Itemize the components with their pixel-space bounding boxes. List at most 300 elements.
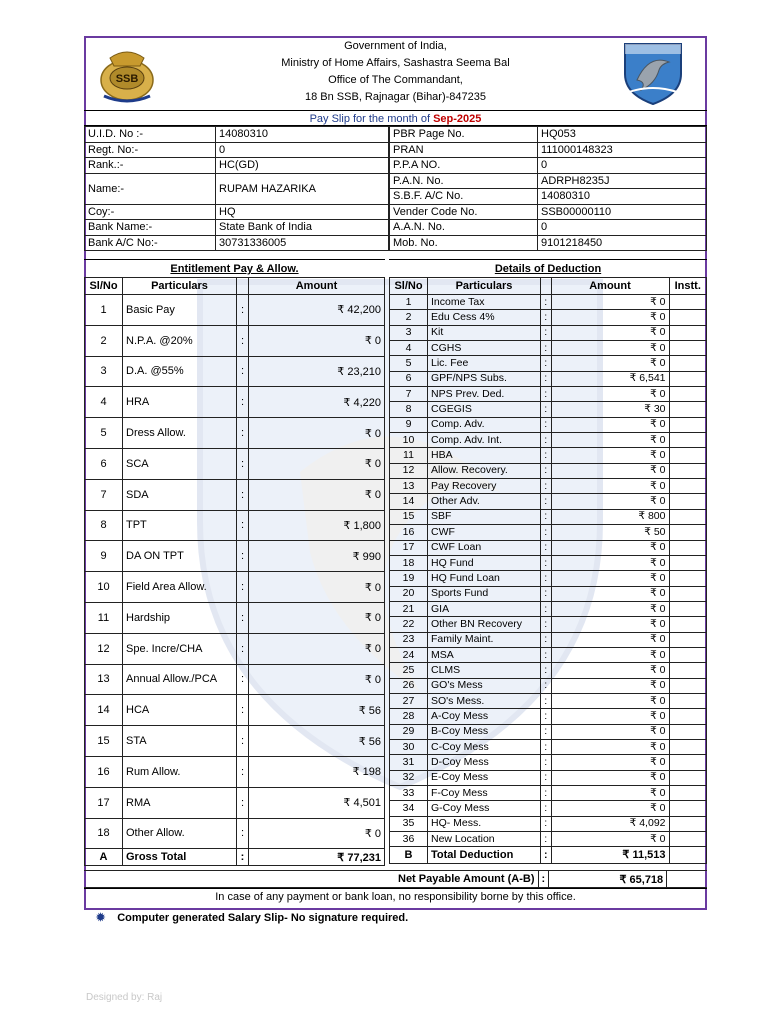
earning-amount: ₹ 0 [249, 572, 385, 603]
deduction-total-row [390, 847, 707, 864]
earning-total-colon: : [237, 849, 249, 866]
deduction-sl: 13 [390, 479, 428, 494]
earning-amount: ₹ 56 [249, 695, 385, 726]
earning-colon: : [237, 695, 249, 726]
deduction-instt [669, 678, 707, 693]
deduction-instt [669, 632, 707, 647]
deduction-sl: 11 [390, 448, 428, 463]
deduction-row [390, 525, 707, 540]
info-value: HQ [216, 204, 389, 220]
deduction-particular: HQ Fund Loan [428, 571, 541, 586]
deduction-amount: ₹ 0 [551, 678, 669, 693]
earning-colon: : [237, 510, 249, 541]
deduction-amount: ₹ 0 [551, 310, 669, 325]
earning-row [85, 695, 385, 726]
deduction-row [390, 325, 707, 340]
earning-sl: 17 [85, 787, 123, 818]
deduction-instt [669, 601, 707, 616]
deduction-amount: ₹ 0 [551, 479, 669, 494]
earning-sl: 8 [85, 510, 123, 541]
deduction-amount: ₹ 0 [551, 724, 669, 739]
deduction-amount: ₹ 0 [551, 494, 669, 509]
deduction-particular: Income Tax [428, 295, 541, 310]
net-payable-row [84, 870, 707, 888]
earning-particular: Field Area Allow. [123, 572, 237, 603]
earning-colon: : [237, 325, 249, 356]
deduction-instt [669, 463, 707, 478]
header [84, 36, 707, 110]
earning-sl: 11 [85, 602, 123, 633]
deduction-particular: MSA [428, 647, 541, 662]
earning-particular: HCA [123, 695, 237, 726]
deduction-sl: 5 [390, 356, 428, 371]
earning-colon: : [237, 418, 249, 449]
deduction-instt [669, 571, 707, 586]
deduction-row [390, 540, 707, 555]
deduction-instt [669, 801, 707, 816]
info-label: P.P.A NO. [390, 158, 538, 174]
deduction-amount: ₹ 0 [551, 387, 669, 402]
deduction-instt [669, 555, 707, 570]
deduction-amount: ₹ 0 [551, 341, 669, 356]
deduction-amount: ₹ 0 [551, 571, 669, 586]
earning-row [85, 818, 385, 849]
deduction-row [390, 494, 707, 509]
colon-header-cell [541, 278, 552, 295]
responsibility-note: In case of any payment or bank loan, no responsibility borne by this office. [84, 888, 707, 904]
deduction-amount: ₹ 0 [551, 739, 669, 754]
deduction-particular: CLMS [428, 663, 541, 678]
deduction-sl: 21 [390, 601, 428, 616]
deduction-colon: : [541, 509, 552, 524]
info-value: 9101218450 [538, 235, 707, 251]
deduction-row [390, 601, 707, 616]
colon-header-cell [237, 278, 249, 295]
deduction-colon: : [541, 325, 552, 340]
earning-sl: 10 [85, 572, 123, 603]
earning-particular: SDA [123, 479, 237, 510]
net-payable-instt [667, 871, 707, 888]
earning-colon: : [237, 787, 249, 818]
deduction-colon: : [541, 540, 552, 555]
deductions-table [389, 277, 707, 864]
earning-particular: Dress Allow. [123, 418, 237, 449]
deduction-instt [669, 356, 707, 371]
deduction-amount: ₹ 0 [551, 448, 669, 463]
deduction-sl: 19 [390, 571, 428, 586]
earning-sl: 1 [85, 295, 123, 326]
info-value: 111000148323 [538, 142, 707, 158]
deduction-amount: ₹ 0 [551, 770, 669, 785]
deduction-colon: : [541, 479, 552, 494]
earning-row [85, 541, 385, 572]
deduction-sl: 7 [390, 387, 428, 402]
deduction-sl: 2 [390, 310, 428, 325]
deduction-colon: : [541, 571, 552, 586]
earning-sl: 6 [85, 448, 123, 479]
header-line-3: Office of The Commandant, [328, 74, 463, 86]
deduction-total-amount: ₹ 11,513 [551, 847, 669, 864]
earning-row [85, 387, 385, 418]
deduction-particular: CGHS [428, 341, 541, 356]
earning-sl: 7 [85, 479, 123, 510]
deduction-sl: 22 [390, 617, 428, 632]
deduction-row [390, 770, 707, 785]
earning-particular: DA ON TPT [123, 541, 237, 572]
earning-particular: Basic Pay [123, 295, 237, 326]
earning-particular: Rum Allow. [123, 756, 237, 787]
computer-generated-text: Computer generated Salary Slip- No signature required. [117, 912, 409, 924]
earning-amount: ₹ 198 [249, 756, 385, 787]
deduction-colon: : [541, 601, 552, 616]
deduction-colon: : [541, 617, 552, 632]
deduction-instt [669, 387, 707, 402]
deduction-sl: 9 [390, 417, 428, 432]
info-label: Rank.:- [85, 158, 216, 174]
deduction-amount: ₹ 0 [551, 647, 669, 662]
deduction-row [390, 801, 707, 816]
deduction-row [390, 341, 707, 356]
deduction-instt [669, 786, 707, 801]
deduction-sl: 10 [390, 433, 428, 448]
earning-sl: 18 [85, 818, 123, 849]
earning-row [85, 479, 385, 510]
deduction-colon: : [541, 832, 552, 847]
col-instt-header: Instt. [669, 278, 707, 295]
deduction-total-sl: B [390, 847, 428, 864]
deduction-particular: D-Coy Mess [428, 755, 541, 770]
deduction-particular: GO's Mess [428, 678, 541, 693]
deductions-title: Details of Deduction [389, 259, 707, 278]
deduction-instt [669, 295, 707, 310]
col-amount-header: Amount [551, 278, 669, 295]
info-label: Name:- [85, 173, 216, 204]
deduction-instt [669, 693, 707, 708]
deduction-particular: Edu Cess 4% [428, 310, 541, 325]
earning-sl: 16 [85, 756, 123, 787]
deduction-particular: F-Coy Mess [428, 786, 541, 801]
deduction-colon: : [541, 678, 552, 693]
deduction-row [390, 310, 707, 325]
deduction-amount: ₹ 4,092 [551, 816, 669, 831]
pay-month-prefix: Pay Slip for the month of [309, 113, 434, 125]
earning-amount: ₹ 0 [249, 664, 385, 695]
earning-colon: : [237, 387, 249, 418]
deduction-row [390, 693, 707, 708]
earning-row [85, 756, 385, 787]
deduction-row [390, 433, 707, 448]
deduction-sl: 15 [390, 509, 428, 524]
deduction-particular: G-Coy Mess [428, 801, 541, 816]
deduction-instt [669, 494, 707, 509]
deduction-sl: 20 [390, 586, 428, 601]
deduction-instt [669, 310, 707, 325]
earning-total-sl: A [85, 849, 123, 866]
deduction-colon: : [541, 525, 552, 540]
earning-colon: : [237, 818, 249, 849]
earning-colon: : [237, 295, 249, 326]
deduction-sl: 27 [390, 693, 428, 708]
deduction-colon: : [541, 371, 552, 386]
earning-row [85, 633, 385, 664]
deduction-sl: 28 [390, 709, 428, 724]
earning-row [85, 726, 385, 757]
deduction-particular: Other BN Recovery [428, 617, 541, 632]
employee-info-right [389, 126, 707, 251]
deduction-colon: : [541, 693, 552, 708]
info-label: Coy:- [85, 204, 216, 220]
net-payable-label: Net Payable Amount (A-B) [84, 871, 538, 888]
deduction-instt [669, 617, 707, 632]
deduction-instt [669, 709, 707, 724]
earning-row [85, 510, 385, 541]
earning-sl: 5 [85, 418, 123, 449]
earning-particular: Annual Allow./PCA [123, 664, 237, 695]
deduction-total-colon: : [541, 847, 552, 864]
earning-sl: 14 [85, 695, 123, 726]
deduction-amount: ₹ 0 [551, 463, 669, 478]
deduction-particular: Lic. Fee [428, 356, 541, 371]
deduction-instt [669, 448, 707, 463]
earning-colon: : [237, 541, 249, 572]
deduction-particular: HQ- Mess. [428, 816, 541, 831]
deduction-row [390, 709, 707, 724]
earning-colon: : [237, 726, 249, 757]
deduction-colon: : [541, 709, 552, 724]
deduction-colon: : [541, 463, 552, 478]
info-label: Mob. No. [390, 235, 538, 251]
earning-amount: ₹ 1,800 [249, 510, 385, 541]
ssb-emblem-text: SSB [115, 73, 139, 85]
deduction-instt [669, 832, 707, 847]
earning-particular: D.A. @55% [123, 356, 237, 387]
info-label: U.I.D. No :- [85, 127, 216, 143]
earning-sl: 9 [85, 541, 123, 572]
deduction-row [390, 295, 707, 310]
earning-particular: STA [123, 726, 237, 757]
deduction-sl: 31 [390, 755, 428, 770]
deduction-row [390, 786, 707, 801]
earning-amount: ₹ 0 [249, 602, 385, 633]
pay-month-value: Sep-2025 [433, 113, 482, 125]
deduction-sl: 4 [390, 341, 428, 356]
deduction-particular: CWF [428, 525, 541, 540]
earning-amount: ₹ 0 [249, 633, 385, 664]
earning-amount: ₹ 0 [249, 325, 385, 356]
deduction-amount: ₹ 0 [551, 586, 669, 601]
deduction-instt [669, 724, 707, 739]
earning-row [85, 325, 385, 356]
deduction-particular: A-Coy Mess [428, 709, 541, 724]
col-slno-header: Sl/No [390, 278, 428, 295]
deduction-particular: C-Coy Mess [428, 739, 541, 754]
deduction-colon: : [541, 755, 552, 770]
earning-sl: 2 [85, 325, 123, 356]
earning-total-amount: ₹ 77,231 [249, 849, 385, 866]
deduction-instt [669, 755, 707, 770]
info-value: 30731336005 [216, 235, 389, 251]
deduction-particular: HBA [428, 448, 541, 463]
deduction-sl: 12 [390, 463, 428, 478]
deduction-particular: SO's Mess. [428, 693, 541, 708]
deduction-colon: : [541, 586, 552, 601]
deduction-particular: New Location [428, 832, 541, 847]
deduction-sl: 35 [390, 816, 428, 831]
deduction-row [390, 755, 707, 770]
deduction-row [390, 417, 707, 432]
net-payable-colon: : [538, 871, 549, 888]
deduction-amount: ₹ 50 [551, 525, 669, 540]
deduction-sl: 1 [390, 295, 428, 310]
earnings-table [84, 277, 385, 866]
deduction-particular: Pay Recovery [428, 479, 541, 494]
deduction-sl: 16 [390, 525, 428, 540]
deduction-sl: 23 [390, 632, 428, 647]
earning-particular: N.P.A. @20% [123, 325, 237, 356]
deduction-particular: Comp. Adv. Int. [428, 433, 541, 448]
info-label: S.B.F. A/C No. [390, 189, 538, 205]
deduction-instt [669, 325, 707, 340]
info-value: 14080310 [216, 127, 389, 143]
deduction-sl: 26 [390, 678, 428, 693]
dolphin-crest-icon [619, 40, 687, 106]
deduction-row [390, 509, 707, 524]
col-particulars-header: Particulars [428, 278, 541, 295]
earning-row [85, 572, 385, 603]
earning-sl: 15 [85, 726, 123, 757]
deduction-colon: : [541, 402, 552, 417]
deduction-amount: ₹ 0 [551, 693, 669, 708]
deduction-amount: ₹ 0 [551, 709, 669, 724]
deduction-instt [669, 402, 707, 417]
deduction-colon: : [541, 739, 552, 754]
info-value: 0 [538, 220, 707, 236]
deduction-colon: : [541, 417, 552, 432]
deduction-amount: ₹ 0 [551, 663, 669, 678]
earning-row [85, 664, 385, 695]
earning-row [85, 356, 385, 387]
deduction-particular: GPF/NPS Subs. [428, 371, 541, 386]
header-line-4: 18 Bn SSB, Rajnagar (Bihar)-847235 [305, 91, 486, 103]
deduction-particular: Other Adv. [428, 494, 541, 509]
deduction-instt [669, 816, 707, 831]
deduction-sl: 33 [390, 786, 428, 801]
deduction-sl: 30 [390, 739, 428, 754]
deduction-particular: Family Maint. [428, 632, 541, 647]
deduction-particular: GIA [428, 601, 541, 616]
earnings-title: Entitlement Pay & Allow. [84, 259, 385, 278]
deduction-sl: 3 [390, 325, 428, 340]
info-value: SSB00000110 [538, 204, 707, 220]
deduction-row [390, 571, 707, 586]
deduction-particular: Kit [428, 325, 541, 340]
deduction-colon: : [541, 663, 552, 678]
deduction-sl: 25 [390, 663, 428, 678]
deduction-instt [669, 739, 707, 754]
deduction-particular: Comp. Adv. [428, 417, 541, 432]
deduction-amount: ₹ 0 [551, 832, 669, 847]
deduction-colon: : [541, 295, 552, 310]
deduction-colon: : [541, 341, 552, 356]
earning-particular: HRA [123, 387, 237, 418]
net-payable-amount: ₹ 65,718 [549, 871, 667, 888]
deduction-particular: CWF Loan [428, 540, 541, 555]
deduction-particular: Sports Fund [428, 586, 541, 601]
deduction-amount: ₹ 0 [551, 295, 669, 310]
deduction-row [390, 832, 707, 847]
deduction-particular: E-Coy Mess [428, 770, 541, 785]
deduction-particular: NPS Prev. Ded. [428, 387, 541, 402]
earning-particular: TPT [123, 510, 237, 541]
earning-row [85, 602, 385, 633]
info-value: HQ053 [538, 127, 707, 143]
deduction-sl: 18 [390, 555, 428, 570]
deduction-row [390, 479, 707, 494]
deduction-row [390, 617, 707, 632]
earning-colon: : [237, 756, 249, 787]
deduction-amount: ₹ 0 [551, 617, 669, 632]
earning-particular: Spe. Incre/CHA [123, 633, 237, 664]
pay-month-bar [84, 110, 707, 126]
deduction-sl: 6 [390, 371, 428, 386]
deduction-amount: ₹ 0 [551, 786, 669, 801]
info-label: Bank A/C No:- [85, 235, 216, 251]
deduction-row [390, 387, 707, 402]
deduction-total-instt [669, 847, 707, 864]
earning-particular: Hardship [123, 602, 237, 633]
header-line-1: Government of India, [344, 40, 447, 52]
deduction-row [390, 448, 707, 463]
deduction-row [390, 647, 707, 662]
deduction-particular: Allow. Recovery. [428, 463, 541, 478]
deduction-row [390, 663, 707, 678]
info-label: PRAN [390, 142, 538, 158]
deduction-colon: : [541, 494, 552, 509]
earning-row [85, 448, 385, 479]
deduction-particular: B-Coy Mess [428, 724, 541, 739]
deduction-instt [669, 663, 707, 678]
deduction-colon: : [541, 770, 552, 785]
earning-row [85, 418, 385, 449]
earning-amount: ₹ 990 [249, 541, 385, 572]
info-value: 14080310 [538, 189, 707, 205]
earning-amount: ₹ 56 [249, 726, 385, 757]
deduction-sl: 8 [390, 402, 428, 417]
deduction-instt [669, 540, 707, 555]
deduction-colon: : [541, 801, 552, 816]
info-label: Vender Code No. [390, 204, 538, 220]
deduction-instt [669, 586, 707, 601]
deduction-amount: ₹ 0 [551, 555, 669, 570]
deduction-row [390, 402, 707, 417]
earning-colon: : [237, 479, 249, 510]
earning-row [85, 295, 385, 326]
computer-generated-note [96, 911, 408, 924]
deduction-colon: : [541, 816, 552, 831]
earning-sl: 3 [85, 356, 123, 387]
info-value: ADRPH8235J [538, 173, 707, 189]
deduction-amount: ₹ 0 [551, 755, 669, 770]
deduction-amount: ₹ 0 [551, 356, 669, 371]
ssb-emblem-icon [98, 44, 156, 104]
deduction-colon: : [541, 387, 552, 402]
employee-info-left [84, 126, 389, 251]
deduction-row [390, 463, 707, 478]
info-value: 0 [216, 142, 389, 158]
deduction-colon: : [541, 632, 552, 647]
deduction-row [390, 586, 707, 601]
deduction-amount: ₹ 6,541 [551, 371, 669, 386]
